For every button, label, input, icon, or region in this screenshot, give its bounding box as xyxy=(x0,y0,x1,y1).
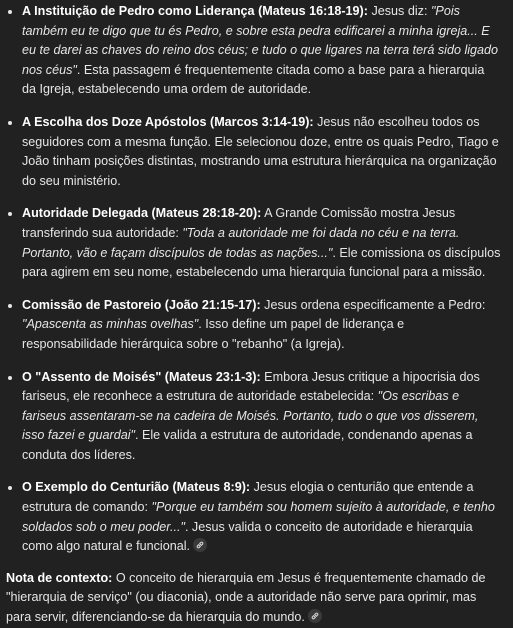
context-note xyxy=(0,569,513,628)
link-icon[interactable] xyxy=(308,609,322,623)
point-text-end: . Isso define um papel de liderança e responsabilidade hierárquica sobre o "rebanho" (a Igreja). xyxy=(22,317,405,351)
point-text-end: . Esta passagem é frequentemente citada como a base para a hierarquia da Igreja, estabelecendo uma ordem de autoridade. xyxy=(22,62,485,97)
note-heading: Nota de contexto: xyxy=(6,570,113,585)
point-text: Jesus elogia o centurião que entende a estrutura de comando: xyxy=(22,480,474,515)
list-item xyxy=(0,296,513,355)
point-text-end: . Ele valida a estrutura de autoridade, condenando apenas a conduta dos líderes. xyxy=(22,428,473,462)
point-text: Embora Jesus critique a hipocrisia dos fariseus, ele reconhece a estrutura de autoridade estabelecida: xyxy=(22,369,480,404)
point-text-end: . Ele comissiona os discípulos para agirem em seu nome, estabelecendo uma hierarquia funcional para a missão. xyxy=(22,245,501,280)
point-text: Jesus diz: xyxy=(367,4,431,18)
list-item xyxy=(0,204,513,282)
point-heading: A Escolha dos Doze Apóstolos (Marcos 3:14-19): xyxy=(22,114,314,129)
note-text: O conceito de hierarquia em Jesus é frequentemente chamado de "hierarquia de serviço" (ou diaconia), onde a autoridade não serve para oprimir, mas para servir, diferenciando-se da hierarquia do mundo. xyxy=(6,570,486,625)
point-heading: O Exemplo do Centurião (Mateus 8:9): xyxy=(22,480,251,495)
point-quote: "Pois também eu te digo que tu és Pedro, e sobre esta pedra edificarei a minha igreja... E eu te darei as chaves do reino dos céus; e tudo o que ligares na terra terá sido ligado nos céus" xyxy=(22,4,499,77)
point-quote: "Toda a autoridade me foi dada no céu e na terra. Portanto, vão e façam discípulos de todas as nações..." xyxy=(22,225,460,260)
list-item xyxy=(0,2,513,100)
point-text: Jesus ordena especificamente a Pedro: xyxy=(260,297,486,312)
point-quote: "Porque eu também sou homem sujeito à autoridade, e tenho soldados sob o meu poder..." xyxy=(22,500,495,534)
point-text: A Grande Comissão mostra Jesus transferindo sua autoridade: xyxy=(22,206,456,240)
point-quote: "Apascenta as minhas ovelhas" xyxy=(22,317,199,332)
point-text: Jesus não escolheu todos os seguidores com a mesma função. Ele selecionou doze, entre os quais Pedro, Tiago e João tinham posições distintas, mostrando uma estrutura hierárquica na organização do seu ministério. xyxy=(22,114,499,188)
list-item xyxy=(0,478,513,556)
link-icon[interactable] xyxy=(193,538,207,552)
list-item xyxy=(0,113,513,191)
point-heading: Autoridade Delegada (Mateus 28:18-20): xyxy=(22,206,262,221)
point-heading: Comissão de Pastoreio (João 21:15-17): xyxy=(22,297,261,312)
point-text-end: . Jesus valida o conceito de autoridade e hierarquia como algo natural e funcional. xyxy=(22,519,473,554)
key-points-list xyxy=(0,2,513,557)
point-heading: A Instituição de Pedro como Liderança (Mateus 16:18-19): xyxy=(22,4,368,18)
point-heading: O "Assento de Moisés" (Mateus 23:1-3): xyxy=(22,369,261,384)
point-quote: "Os escribas e fariseus assentaram-se na cadeira de Moisés. Portanto, tudo o que vos disserem, isso fazei e guardai" xyxy=(22,389,479,443)
list-item xyxy=(0,368,513,466)
